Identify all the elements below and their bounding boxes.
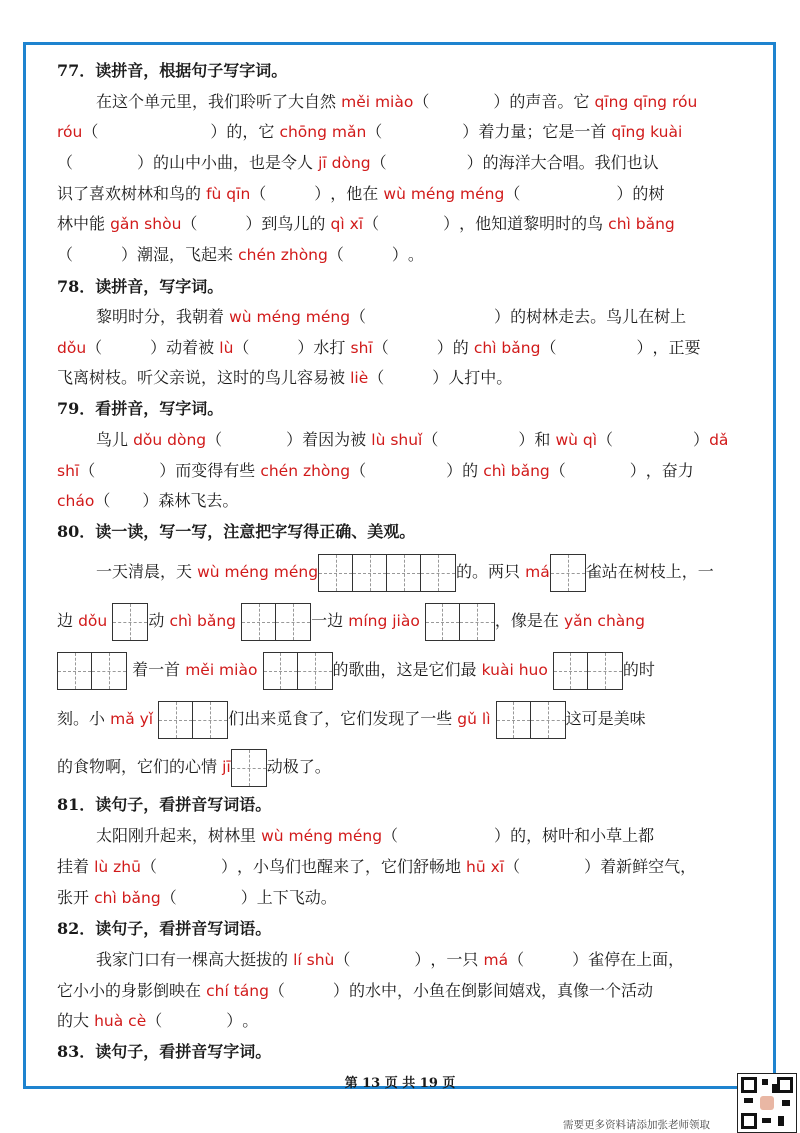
q79-line-1: 鸟儿 dǒu dòng（ ）着因为被 lù shuǐ（ ）和 wù qì（ ）dǎ [96,430,729,449]
answer-blank[interactable]: （ ） [504,184,633,203]
q77-line-1: 在这个单元里，我们聆听了大自然 měi miào（ ）的声音。它 qīng qīng róu [96,92,698,111]
writing-grid[interactable] [553,652,623,690]
answer-blank[interactable]: （ ） [549,461,646,480]
qr-code[interactable] [737,1073,797,1133]
answer-blank[interactable]: （ ） [370,153,483,172]
q80-line-3: 着一首 měi miào 的歌曲，这是它们最 kuài huo 的时 [57,650,655,690]
answer-blank[interactable]: （ ） [382,826,511,845]
writing-grid[interactable] [425,603,495,641]
answer-blank[interactable]: （ ） [422,430,535,449]
q77-line-6: （ ）潮湿，飞起来 chén zhòng（ ）。 [57,245,424,264]
q80-line-1: 一天清晨，天 wù méng méng 的。两只 má 雀站在树枝上，一 [96,552,714,592]
q78-line-3: 飞离树枝。听父亲说，这时的鸟儿容易被 liè（ ）人打中。 [57,368,513,387]
q80-line-4: 刻。小 mǎ yǐ 们出来觅食了，它们发现了一些 gǔ lì 这可是美味 [57,699,646,739]
writing-grid[interactable] [158,701,228,739]
answer-blank[interactable]: （ ） [57,245,138,264]
page-number: 第 13 页 共 19 页 [344,1076,456,1091]
promo-text: 需要更多资料请添加张老师领取 [563,1119,710,1131]
answer-blank[interactable]: （ ） [363,214,460,233]
answer-blank[interactable]: （ ） [597,430,710,449]
q77-line-2: róu（ ）的，它 chōng mǎn（ ）着力量；它是一首 qīng kuài [57,122,683,141]
answer-blank[interactable]: （ ） [327,245,408,264]
writing-grid[interactable] [57,652,127,690]
q80-line-2: 边 dǒu 动 chì bǎng 一边 míng jiào ，像是在 yǎn chàng [57,601,645,641]
q78-line-2: dǒu（ ）动着被 lù（ ）水打 shī（ ）的 chì bǎng（ ），正要 [57,338,701,357]
answer-blank[interactable]: （ ） [160,888,257,907]
q79-title: 79．看拼音，写字词。 [57,399,224,418]
answer-blank[interactable]: （ ） [250,184,331,203]
answer-blank[interactable]: （ ） [206,430,303,449]
answer-blank[interactable]: （ ） [268,981,349,1000]
answer-blank[interactable]: （ ） [94,491,159,510]
answer-blank[interactable]: （ ） [413,92,510,111]
writing-grid[interactable] [263,652,333,690]
q78-line-1: 黎明时分，我朝着 wù méng méng（ ）的树林走去。鸟儿在树上 [96,307,687,326]
answer-blank[interactable]: （ ） [368,368,449,387]
answer-blank[interactable]: （ ） [140,857,237,876]
answer-blank[interactable]: （ ） [350,307,511,326]
q79-line-3: cháo（ ）森林飞去。 [57,491,239,510]
q78-title: 78．读拼音，写字词。 [57,277,224,296]
writing-grid[interactable] [112,603,148,641]
q81-line-2: 挂着 lù zhū（ ），小鸟们也醒来了，它们舒畅地 hū xī（ ）着新鲜空气， [57,857,697,876]
answer-blank[interactable]: （ ） [146,1011,243,1030]
q77-title: 77．读拼音，根据句子写字词。 [57,61,288,80]
writing-grid[interactable] [496,701,566,739]
answer-blank[interactable]: （ ） [540,338,653,357]
q77-line-3: （ ）的山中小曲，也是令人 jī dòng（ ）的海洋大合唱。我们也认 [57,153,659,172]
answer-blank[interactable]: （ ） [350,461,463,480]
q82-line-3: 的大 huà cè（ ）。 [57,1011,259,1030]
writing-grid[interactable] [231,749,267,787]
q80-line-5: 的食物啊，它们的心情 jī 动极了。 [57,747,331,787]
answer-blank[interactable]: （ ） [79,461,176,480]
q79-line-2: shī（ ）而变得有些 chén zhòng（ ）的 chì bǎng（ ），奋力 [57,461,694,480]
answer-blank[interactable]: （ ） [86,338,167,357]
answer-blank[interactable]: （ ） [82,122,227,141]
q77-line-5: 林中能 gǎn shòu（ ）到鸟儿的 qì xī（ ），他知道黎明时的鸟 chì bǎng [57,214,675,233]
q82-title: 82．读句子，看拼音写词语。 [57,919,272,938]
q82-line-1: 我家门口有一棵高大挺拔的 lí shù（ ），一只 má（ ）雀停在上面， [96,950,685,969]
answer-blank[interactable]: （ ） [366,122,479,141]
writing-grid[interactable] [241,603,311,641]
answer-blank[interactable]: （ ） [181,214,262,233]
q80-title: 80．读一读，写一写，注意把字写得正确、美观。 [57,522,416,541]
q77-line-4: 识了喜欢树林和鸟的 fù qīn（ ），他在 wù méng méng（ ）的树 [57,184,665,203]
answer-blank[interactable]: （ ） [57,153,154,172]
answer-blank[interactable]: （ ） [504,857,601,876]
answer-blank[interactable]: （ ） [372,338,453,357]
answer-blank[interactable]: （ ） [233,338,314,357]
q81-line-1: 太阳刚升起来，树林里 wù méng méng（ ）的，树叶和小草上都 [96,826,655,845]
q81-title: 81．读句子，看拼音写词语。 [57,795,272,814]
q82-line-2: 它小小的身影倒映在 chí táng（ ）的水中，小鱼在倒影间嬉戏，真像一个活动 [57,981,653,1000]
q81-line-3: 张开 chì bǎng（ ）上下飞动。 [57,888,337,907]
answer-blank[interactable]: （ ） [334,950,431,969]
answer-blank[interactable]: （ ） [508,950,589,969]
q83-title: 83．读句子，看拼音写字词。 [57,1042,272,1061]
writing-grid[interactable] [550,554,586,592]
avatar [760,1096,774,1110]
writing-grid[interactable] [318,554,456,592]
